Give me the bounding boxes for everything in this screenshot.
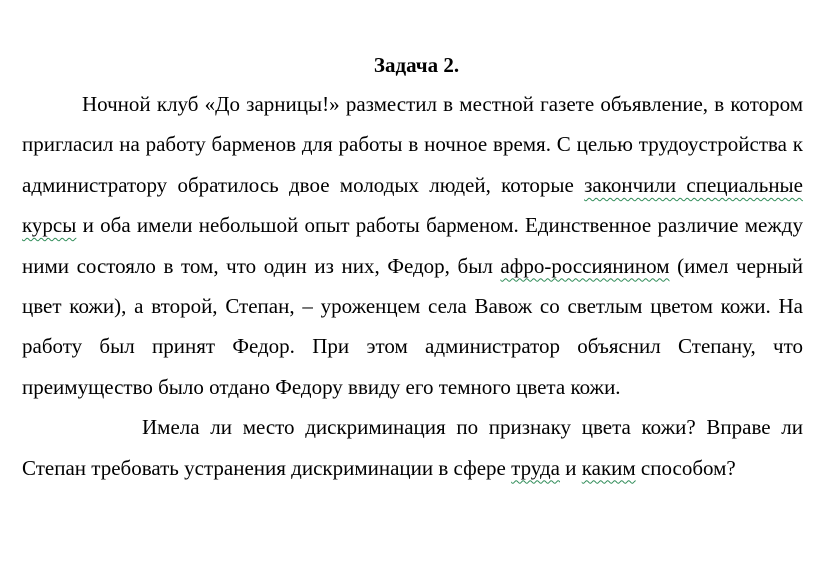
grammar-flagged-phrase[interactable]: закончили специальные курсы [22,172,803,238]
paragraph-text: (имел черный цвет кожи), а второй, Степан, – уроженцем села Вавож со светлым цветом кожи. На работу был принят Федор. При этом администратор объяснил Степану, что преимущество было отдано Федору ввиду его темного цвета кожи. [22,253,803,399]
grammar-flagged-word[interactable]: каким [581,455,636,480]
paragraph-questions [22,407,803,488]
task-title: Задача 2. [373,53,460,77]
paragraph-text: и [559,455,582,480]
grammar-flagged-word[interactable]: труда [511,455,560,480]
grammar-flagged-phrase[interactable]: афро-россиянином [500,253,670,278]
paragraph-text: Имела ли место дискриминация по признаку цвета кожи? Вправе ли Степан требовать устранения дискриминации в сфере [22,415,803,480]
paragraph-text: способом? [635,455,736,480]
paragraph-case-description [22,84,803,407]
paragraph-text: Ночной клуб «До зарницы!» разместил в местной газете объявление, в котором пригласил на работу барменов для работы в ночное время. С целью трудоустройства к администратору обратилось двое молодых людей, которые [22,92,803,197]
paragraph-text: и оба имели небольшой опыт работы барменом. Единственное различие между ними состояло в том, что один из них, Федор, был [22,213,803,278]
